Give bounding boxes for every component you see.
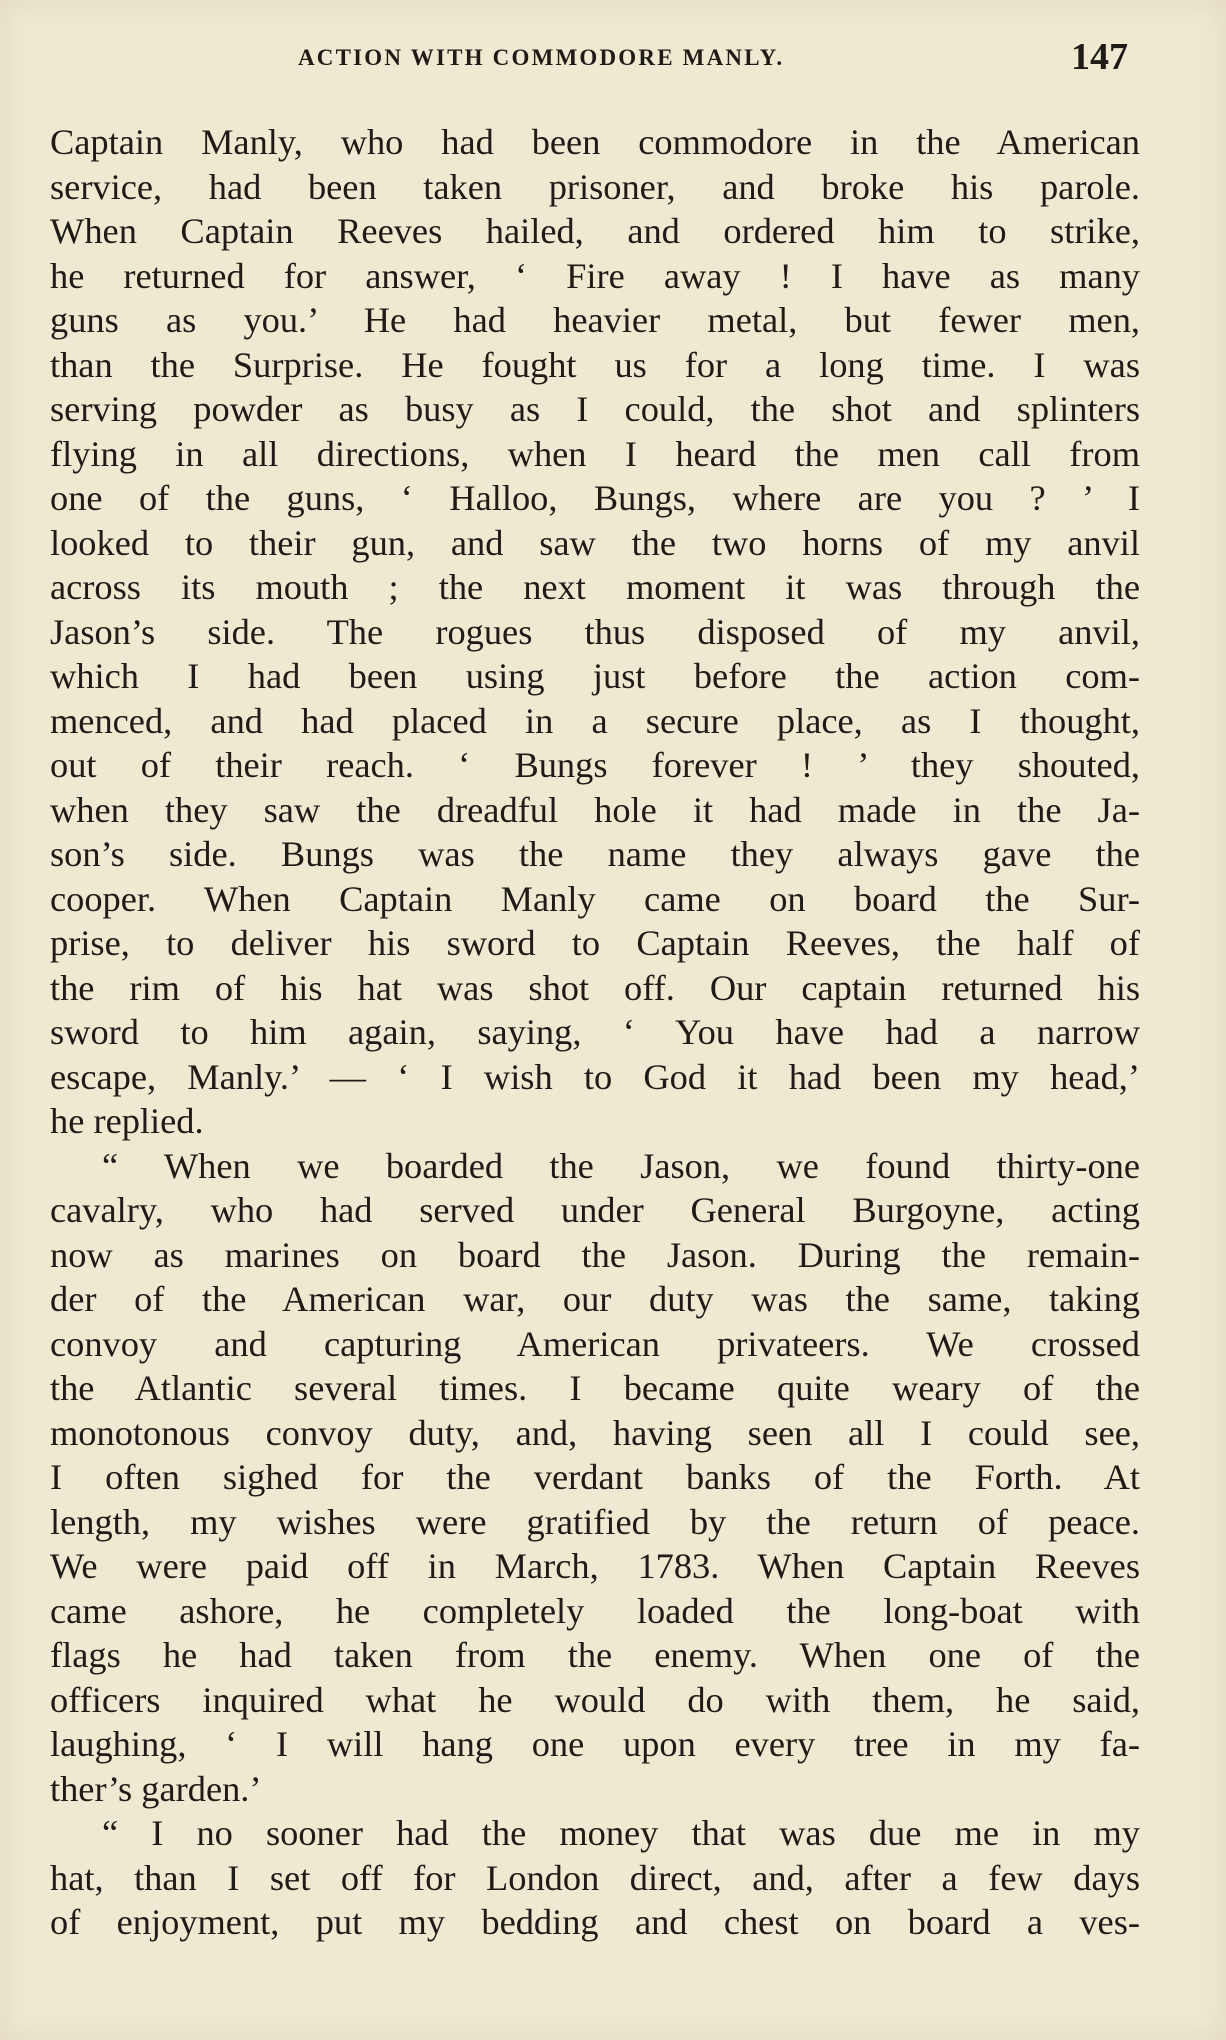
text-line: der of the American war, our duty was the same, taking bbox=[50, 1279, 1140, 1319]
text-line: son’s side. Bungs was the name they always gave the bbox=[50, 834, 1140, 874]
text-line: monotonous convoy duty, and, having seen all I could see, bbox=[50, 1412, 1140, 1453]
text-line: looked to their gun, and saw the two horns of my anvil bbox=[50, 522, 1140, 563]
text-line: officers inquired what he would do with them, he said, bbox=[50, 1679, 1140, 1720]
paragraph-end-line: ther’s garden.’ bbox=[50, 1768, 262, 1809]
text-line: one of the guns, ‘ Halloo, Bungs, where are you ? ’ I bbox=[50, 478, 1140, 518]
paragraph-end-line: he replied. bbox=[50, 1101, 204, 1141]
text-line: out of their reach. ‘ Bungs forever ! ’ they shouted, bbox=[50, 745, 1140, 785]
text-line: laughing, ‘ I will hang one upon every tree in my fa- bbox=[50, 1724, 1140, 1764]
text-line: convoy and capturing American privateers. We crossed bbox=[50, 1323, 1140, 1364]
text-line: cooper. When Captain Manly came on board the Sur- bbox=[50, 878, 1140, 919]
text-line: service, had been taken prisoner, and broke his parole. bbox=[50, 166, 1140, 207]
text-line: length, my wishes were gratified by the return of peace. bbox=[50, 1501, 1140, 1542]
text-line: the rim of his hat was shot off. Our captain returned his bbox=[50, 967, 1140, 1008]
paragraph-start-line: “ When we boarded the Jason, we found thirty-one bbox=[102, 1145, 1140, 1186]
text-line: the Atlantic several times. I became quite weary of the bbox=[50, 1368, 1140, 1408]
text-line: serving powder as busy as I could, the shot and splinters bbox=[50, 389, 1140, 429]
text-line: of enjoyment, put my bedding and chest on board a ves- bbox=[50, 1902, 1140, 1942]
body-text bbox=[50, 120, 1140, 1945]
text-line: I often sighed for the verdant banks of the Forth. At bbox=[50, 1457, 1140, 1497]
text-line: flags he had taken from the enemy. When one of the bbox=[50, 1635, 1140, 1675]
text-line: hat, than I set off for London direct, and, after a few days bbox=[50, 1857, 1140, 1898]
text-line: prise, to deliver his sword to Captain Reeves, the half of bbox=[50, 923, 1140, 963]
running-title: ACTION WITH COMMODORE MANLY. bbox=[298, 45, 785, 70]
text-line: flying in all directions, when I heard the men call from bbox=[50, 433, 1140, 474]
text-line: than the Surprise. He fought us for a long time. I was bbox=[50, 344, 1140, 385]
text-line: Captain Manly, who had been commodore in the American bbox=[50, 122, 1140, 162]
text-line: came ashore, he completely loaded the long-boat with bbox=[50, 1590, 1140, 1631]
text-line: Jason’s side. The rogues thus disposed of my anvil, bbox=[50, 611, 1140, 652]
text-line: cavalry, who had served under General Burgoyne, acting bbox=[50, 1190, 1140, 1230]
text-line: sword to him again, saying, ‘ You have had a narrow bbox=[50, 1012, 1140, 1052]
text-line: When Captain Reeves hailed, and ordered him to strike, bbox=[50, 211, 1140, 251]
text-line: he returned for answer, ‘ Fire away ! I have as many bbox=[50, 255, 1140, 296]
text-line: guns as you.’ He had heavier metal, but fewer men, bbox=[50, 300, 1140, 340]
text-line: menced, and had placed in a secure place, as I thought, bbox=[50, 700, 1140, 741]
text-line: when they saw the dreadful hole it had made in the Ja- bbox=[50, 789, 1140, 830]
text-line: We were paid off in March, 1783. When Captain Reeves bbox=[50, 1546, 1140, 1586]
text-line: escape, Manly.’ — ‘ I wish to God it had been my head,’ bbox=[50, 1056, 1140, 1097]
page-number: 147 bbox=[1071, 36, 1128, 78]
text-line: across its mouth ; the next moment it was through the bbox=[50, 567, 1140, 607]
paragraph-start-line: “ I no sooner had the money that was due me in my bbox=[102, 1813, 1140, 1853]
running-header bbox=[298, 38, 1128, 88]
text-line: now as marines on board the Jason. During the remain- bbox=[50, 1234, 1140, 1275]
text-line: which I had been using just before the action com- bbox=[50, 656, 1140, 696]
